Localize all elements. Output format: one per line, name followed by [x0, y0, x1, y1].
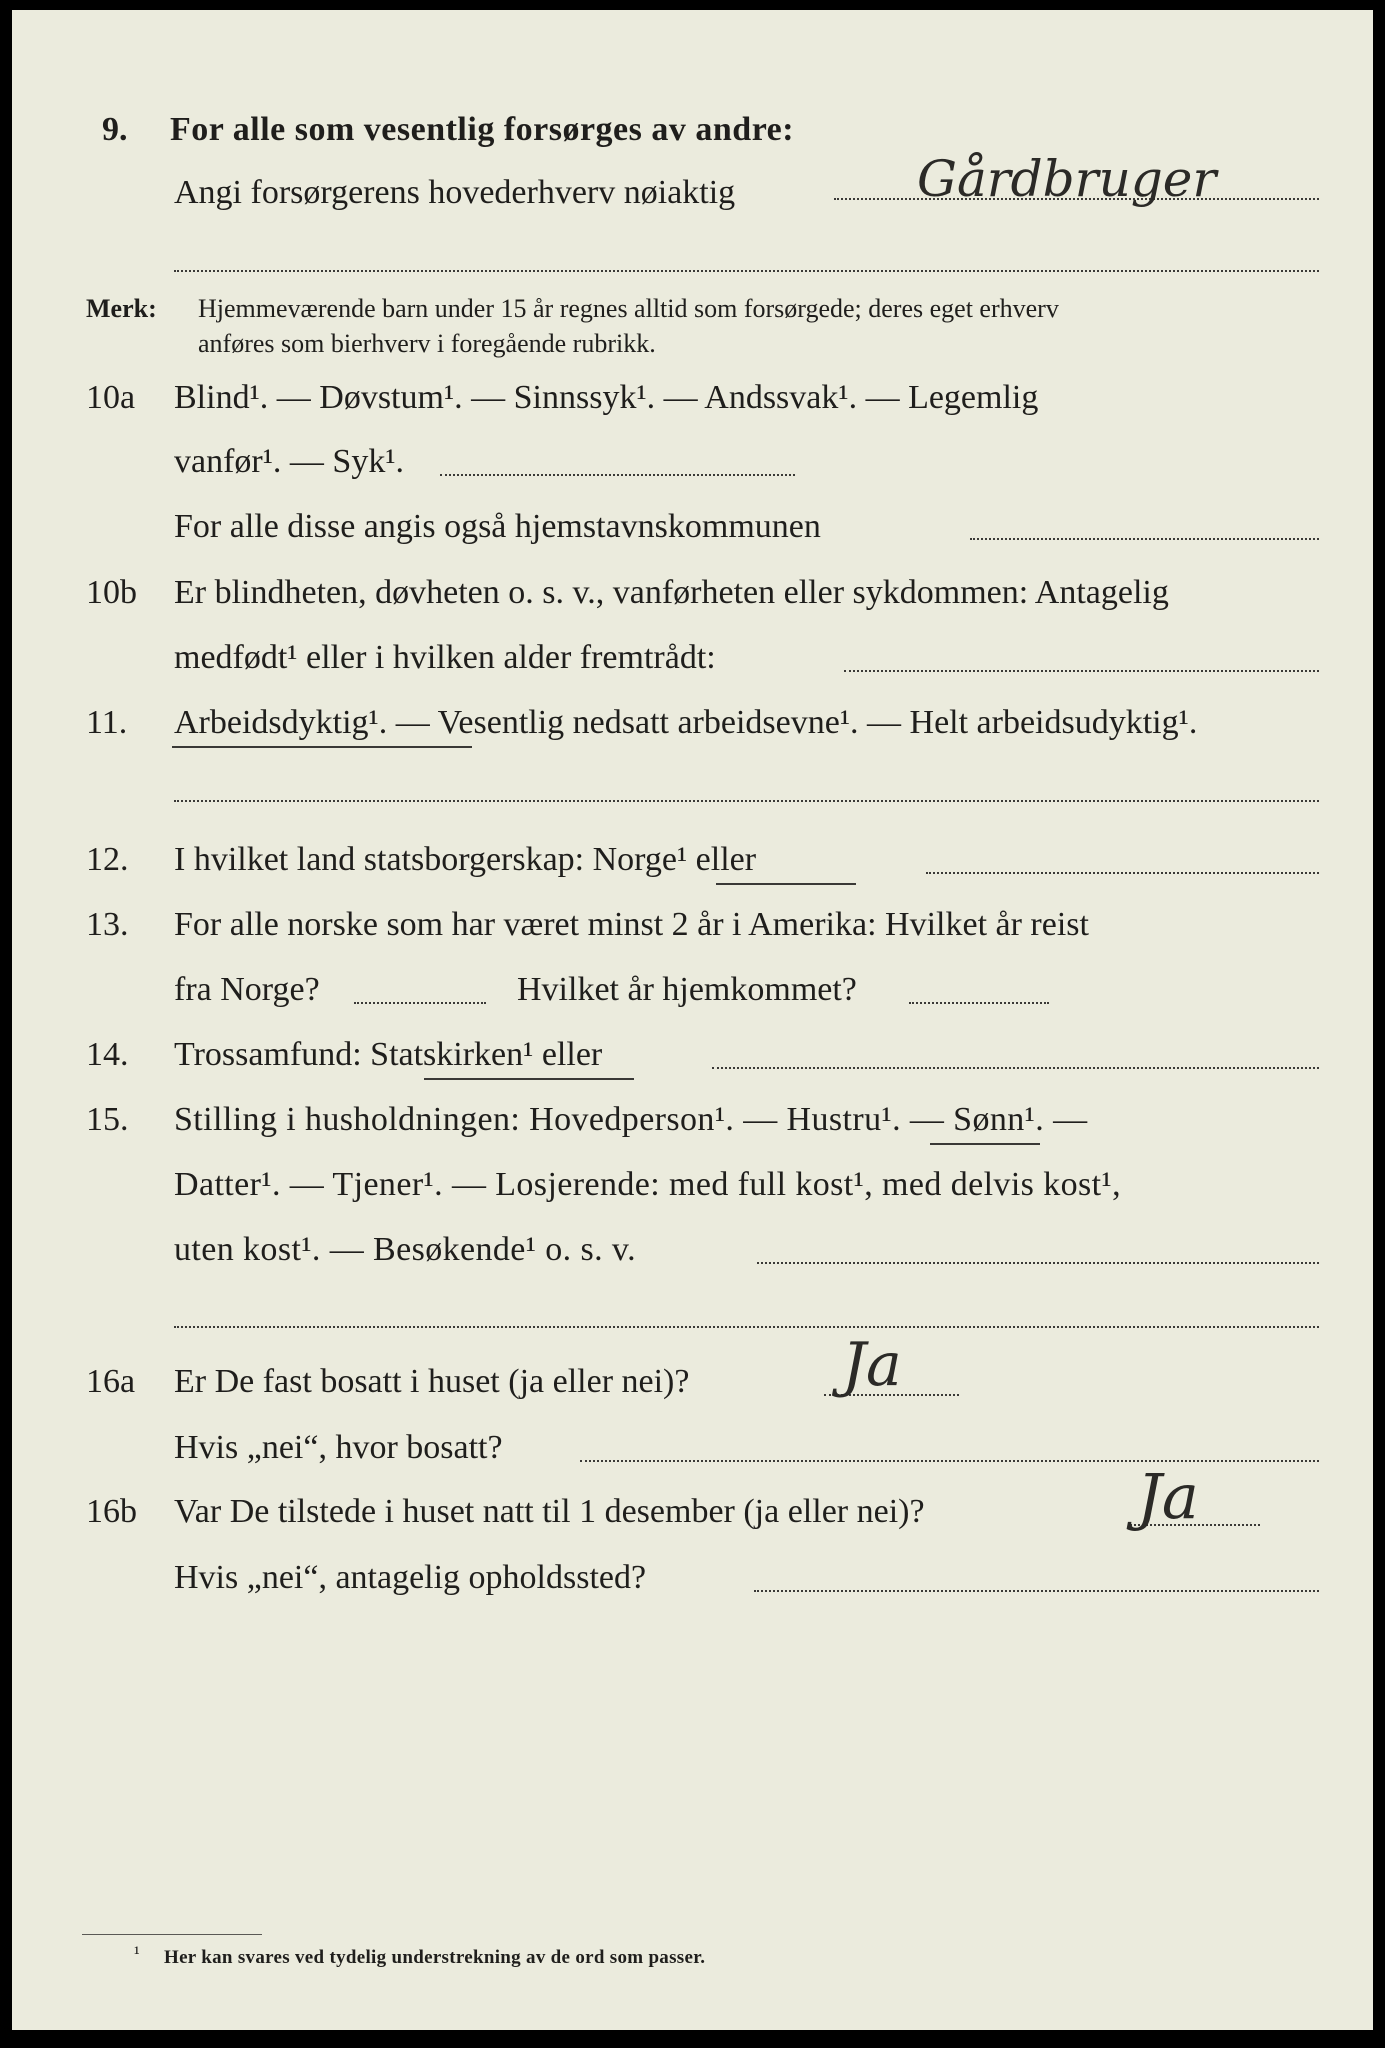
- q10b-answer-line: [844, 670, 1319, 672]
- q16b-line1: Var De tilstede i huset natt til 1 desember (ja eller nei)?: [174, 1493, 925, 1530]
- q16b-oppholdssted-line: [754, 1590, 1319, 1592]
- q10a-line3: For alle disse angis også hjemstavnskommunen: [174, 508, 821, 545]
- q16a-bosatt-line: [580, 1460, 1319, 1462]
- q16b-line2: Hvis „nei“, antagelig opholdssted?: [174, 1559, 647, 1596]
- q15-line2: Datter¹. — Tjener¹. — Losjerende: med full kost¹, med delvis kost¹,: [174, 1166, 1121, 1203]
- q13-number: 13.: [86, 906, 129, 943]
- q10a-line2: vanfør¹. — Syk¹.: [174, 443, 405, 480]
- q11-line1: Arbeidsdyktig¹. — Vesentlig nedsatt arbeidsevne¹. — Helt arbeidsudyktig¹.: [174, 704, 1198, 741]
- q13-line2a: fra Norge?: [174, 971, 320, 1008]
- q15-extra-line: [174, 1326, 1319, 1328]
- q9-line1: For alle som vesentlig forsørges av andre:: [170, 111, 795, 148]
- q13-hjemkommet-line: [909, 1002, 1049, 1004]
- q10a-number: 10a: [86, 379, 136, 416]
- merk-line1: Hjemmeværende barn under 15 år regnes alltid som forsørgede; deres eget erhverv: [198, 294, 1059, 323]
- q15-answer-line: [757, 1262, 1319, 1264]
- merk-label: Merk:: [86, 294, 157, 323]
- q11-number: 11.: [86, 704, 128, 741]
- q16a-number: 16a: [86, 1363, 136, 1400]
- q13-line2b: Hvilket år hjemkommet?: [517, 971, 857, 1008]
- q10b-line1: Er blindheten, døvheten o. s. v., vanførheten eller sykdommen: Antagelig: [174, 574, 1169, 611]
- q9-extra-line: [174, 270, 1319, 272]
- q10a-kommune-line: [970, 538, 1319, 540]
- q13-line1: For alle norske som har været minst 2 år i Amerika: Hvilket år reist: [174, 906, 1089, 943]
- q14-underline-statskirken: [424, 1078, 634, 1080]
- census-form-page: [12, 10, 1373, 2030]
- merk-line2: anføres som bierhverv i foregående rubrikk.: [198, 329, 656, 358]
- q10a-syk-line: [440, 474, 795, 476]
- q9-number: 9.: [102, 111, 128, 148]
- q14-answer-line: [712, 1067, 1319, 1069]
- q14-line1: Trossamfund: Statskirken¹ eller: [174, 1036, 603, 1073]
- q10b-number: 10b: [86, 574, 137, 611]
- q12-line1: I hvilket land statsborgerskap: Norge¹ eller: [174, 841, 757, 878]
- q14-number: 14.: [86, 1036, 129, 1073]
- q15-number: 15.: [86, 1101, 129, 1138]
- q11-underline-arbeidsdyktig: [172, 746, 472, 748]
- footnote-text: Her kan svares ved tydelig understrekning av de ord som passer.: [164, 1947, 706, 1968]
- q9-line2: Angi forsørgerens hovederhverv nøiaktig: [174, 174, 736, 211]
- q15-underline-hustru: [930, 1143, 1040, 1145]
- q15-line3: uten kost¹. — Besøkende¹ o. s. v.: [174, 1231, 637, 1268]
- q10a-line1: Blind¹. — Døvstum¹. — Sinnssyk¹. — Andssvak¹. — Legemlig: [174, 379, 1039, 416]
- footnote-mark: ¹: [134, 1943, 140, 1964]
- q12-underline-norge: [716, 883, 856, 885]
- q9-handwritten-answer: Gårdbruger: [917, 150, 1217, 208]
- q16b-handwritten-answer: Ja: [1137, 1460, 1199, 1533]
- q16a-line1: Er De fast bosatt i huset (ja eller nei)?: [174, 1363, 690, 1400]
- footnote-rule: [82, 1934, 262, 1935]
- q12-answer-line: [926, 872, 1319, 874]
- q16a-handwritten-answer: Ja: [842, 1330, 902, 1400]
- q16b-number: 16b: [86, 1493, 137, 1530]
- q12-number: 12.: [86, 841, 129, 878]
- q15-line1: Stilling i husholdningen: Hovedperson¹. — Hustru¹. — Sønn¹. —: [174, 1101, 1088, 1138]
- q16a-line2: Hvis „nei“, hvor bosatt?: [174, 1429, 503, 1466]
- q13-reist-line: [354, 1002, 486, 1004]
- q11-extra-line: [174, 800, 1319, 802]
- q10b-line2: medfødt¹ eller i hvilken alder fremtrådt:: [174, 639, 716, 676]
